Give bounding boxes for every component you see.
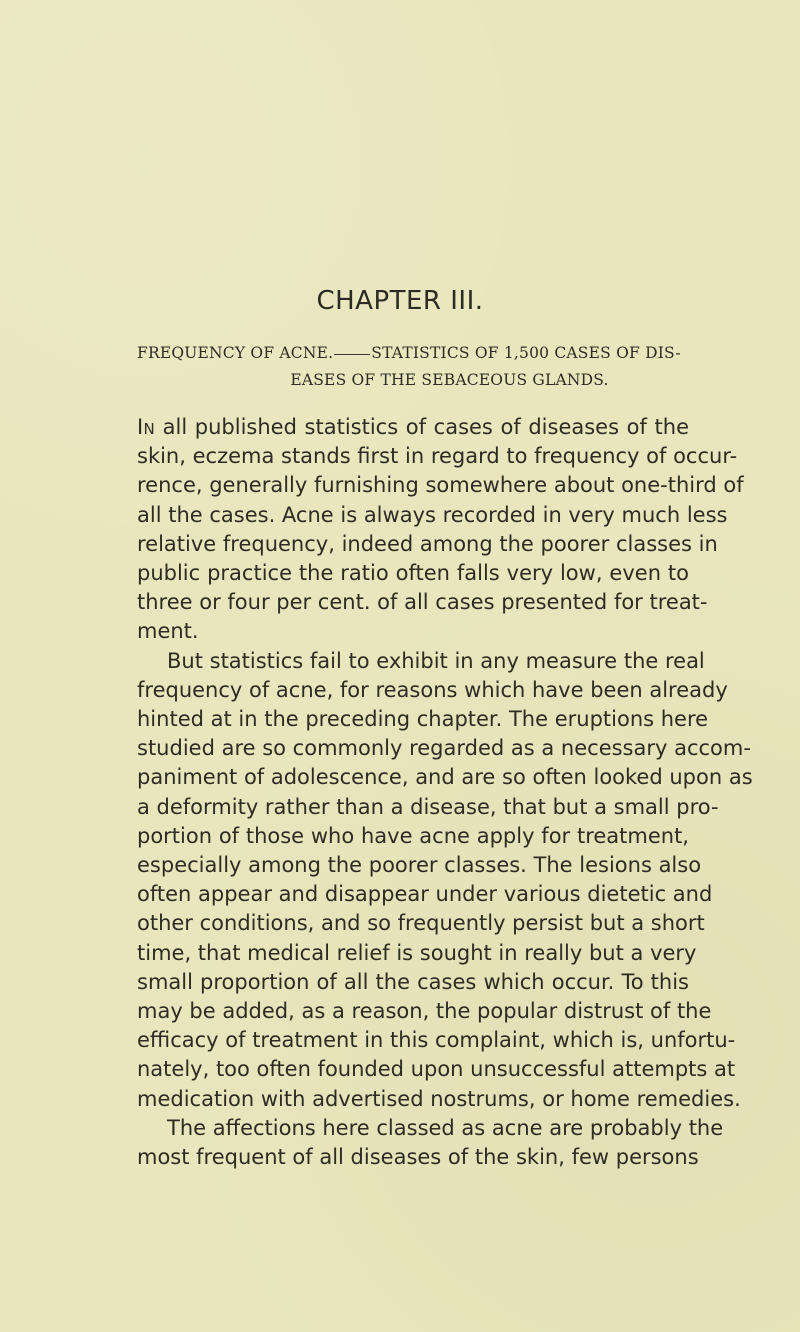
text-line: ment. [137,619,199,644]
text-line: medication with advertised nostrums, or home remedies. [137,1086,741,1111]
text-line: But statistics fail to exhibit in any measure the real [167,648,705,673]
text-line: frequency of acne, for reasons which have been already [137,677,728,702]
text-line: three or four per cent. of all cases presented for treat- [137,590,708,615]
text-line: a deformity rather than a disease, that but a small pro- [137,794,719,819]
chapter-body [137,413,753,1172]
text-line: other conditions, and so frequently persist but a short [137,911,705,936]
subtitle-part-right: STATISTICS OF 1,500 CASES OF DIS- [371,344,681,362]
paragraph-2 [137,647,753,1114]
text-line: time, that medical relief is sought in really but a very [137,940,697,965]
subtitle-line-2: EASES OF THE SEBACEOUS GLANDS. [290,371,609,389]
text-line: skin, eczema stands first in regard to frequency of occur- [137,444,738,469]
text-line: hinted at in the preceding chapter. The eruptions here [137,707,709,732]
text-line: paniment of adolescence, and are so often looked upon as [137,765,753,790]
chapter-heading: CHAPTER III. [316,286,484,316]
text-line [137,413,689,442]
paragraph-3 [137,1114,724,1172]
text-line: efficacy of treatment in this complaint, which is, unfortu- [137,1028,736,1053]
text-line: most frequent of all diseases of the skin, few persons [137,1145,699,1170]
text-line: especially among the poorer classes. The lesions also [137,853,702,878]
text-line: The affections here classed as acne are probably the [167,1115,724,1140]
text-line: often appear and disappear under various dietetic and [137,882,713,907]
text-line: may be added, as a reason, the popular distrust of the [137,999,712,1024]
text-line: portion of those who have acne apply for treatment, [137,823,689,848]
em-dash-rule [334,354,370,355]
chapter-subtitle [137,340,717,394]
text-line: rence, generally furnishing somewhere about one-third of [137,473,744,498]
text-line: relative frequency, indeed among the poorer classes in [137,531,718,556]
text-line: nately, too often founded upon unsuccessful attempts at [137,1057,736,1082]
text-line: studied are so commonly regarded as a necessary accom- [137,736,751,761]
text-line-content: all published statistics of cases of diseases of the [155,415,689,439]
text-line: small proportion of all the cases which occur. To this [137,969,689,994]
subtitle-part-left: FREQUENCY OF ACNE. [137,344,334,362]
lead-word: In [137,415,156,439]
text-line: public practice the ratio often falls very low, even to [137,561,689,586]
text-line: all the cases. Acne is always recorded in very much less [137,502,728,527]
paragraph-1 [137,413,744,647]
subtitle-line-1 [137,340,717,367]
